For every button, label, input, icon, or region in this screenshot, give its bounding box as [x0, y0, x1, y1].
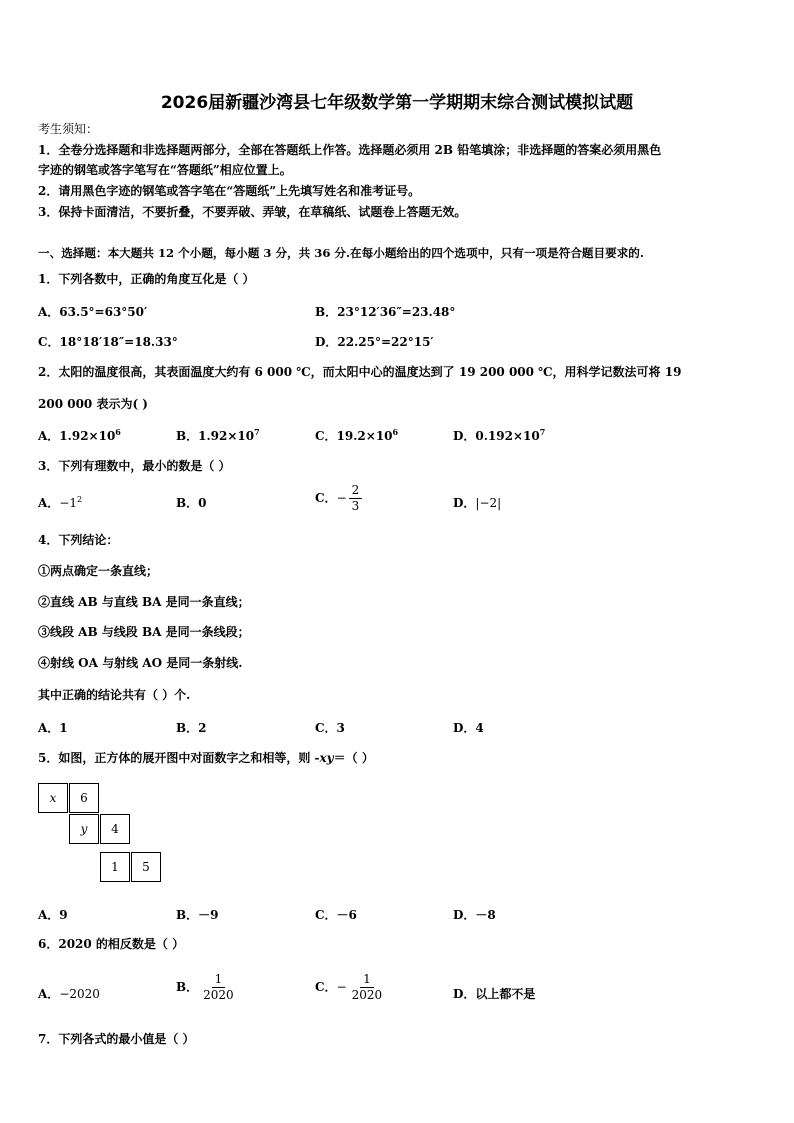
q2-option-b[interactable]	[176, 427, 260, 444]
q2-option-c-text: C．19.2×10	[315, 429, 393, 443]
q2-option-c[interactable]	[315, 427, 398, 444]
q3-stem: 3．下列有理数中，最小的数是（ ）	[38, 459, 231, 473]
net-cell-x: x	[38, 783, 68, 813]
q2-stem-cont: 200 000 表示为( )	[38, 397, 148, 411]
net-cell-5: 5	[131, 852, 161, 882]
q6-option-b-fraction	[200, 972, 237, 1003]
notice-item-3: 3．保持卡面清洁，不要折叠，不要弄破、弄皱，在草稿纸、试题卷上答题无效。	[38, 205, 467, 219]
net-cell-y: y	[69, 814, 99, 844]
q6-option-a[interactable]	[38, 985, 100, 1002]
q1-option-d[interactable]: D．22.25°=22°15′	[315, 335, 434, 349]
q6-option-a-value: −2020	[59, 987, 100, 1001]
q2-stem: 2．太阳的温度很高，其表面温度大约有 6 000 ℃，而太阳中心的温度达到了 19 200 000 ℃，用科学记数法可将 19	[38, 365, 682, 379]
q6-option-c-label: C．	[315, 980, 337, 994]
q2-option-d-text: D．0.192×10	[453, 429, 540, 443]
q7-stem: 7．下列各式的最小值是（ ）	[38, 1032, 195, 1046]
q3-option-a-value: −1	[59, 496, 78, 510]
q2-option-d-exp: 7	[539, 427, 546, 437]
q6-option-d[interactable]: D．以上都不是	[453, 987, 536, 1001]
q4-statement-1: ①两点确定一条直线；	[38, 564, 159, 578]
q3-option-c-label: C．	[315, 491, 337, 505]
q3-option-c-sign: −	[336, 491, 347, 505]
q4-conclusion: 其中正确的结论共有（ ）个.	[38, 688, 191, 702]
q2-option-c-exp: 6	[392, 427, 399, 437]
q5-stem-variable: xy	[319, 751, 334, 765]
q6-option-c-fraction	[349, 972, 386, 1003]
q3-option-a[interactable]	[38, 494, 82, 511]
q3-option-a-exp: 2	[77, 495, 83, 504]
fraction-denominator: 2020	[351, 988, 383, 1002]
q3-option-a-label: A．	[38, 496, 60, 510]
fraction-numerator: 1	[360, 972, 374, 988]
q4-option-a[interactable]: A．1	[38, 721, 68, 735]
q5-stem	[38, 750, 374, 766]
net-cell-4: 4	[100, 814, 130, 844]
q4-stem: 4．下列结论：	[38, 533, 119, 547]
q4-statement-2: ②直线 AB 与直线 BA 是同一条直线；	[38, 595, 250, 609]
q4-statement-3: ③线段 AB 与线段 BA 是同一条线段；	[38, 625, 250, 639]
q6-option-c-sign: −	[336, 980, 347, 994]
q3-option-b[interactable]: B．0	[176, 496, 207, 510]
q5-stem-text: 5．如图，正方体的展开图中对面数字之和相等，则 -	[38, 751, 320, 765]
q6-option-c[interactable]	[315, 972, 387, 1003]
notice-header: 考生须知：	[38, 122, 99, 136]
q3-option-d-value: |−2|	[475, 496, 502, 510]
fraction-numerator: 1	[212, 972, 226, 988]
q1-stem: 1．下列各数中，正确的角度互化是（ ）	[38, 272, 255, 286]
q4-statement-4: ④射线 OA 与射线 AO 是同一条射线.	[38, 656, 243, 670]
fraction-denominator: 2020	[203, 988, 234, 1002]
q5-option-d[interactable]: D．－8	[453, 908, 496, 922]
fraction-numerator: 2	[349, 483, 363, 499]
net-cell-1: 1	[100, 852, 130, 882]
q5-option-c[interactable]: C．－6	[315, 908, 357, 922]
q2-option-a-exp: 6	[115, 427, 121, 437]
q6-option-a-label: A．	[38, 987, 60, 1001]
notice-item-1: 1．全卷分选择题和非选择题两部分，全部在答题纸上作答。选择题必须用 2B 铅笔填涂；非选择题的答案必须用黑色	[38, 143, 662, 157]
q2-option-b-exp: 7	[254, 427, 260, 437]
q5-option-a[interactable]: A．9	[38, 908, 68, 922]
q3-option-d-label: D．	[453, 496, 476, 510]
q3-option-c-fraction	[349, 483, 363, 514]
q1-option-b[interactable]: B．23°12′36″=23.48°	[315, 305, 456, 319]
q6-stem: 6．2020 的相反数是（ ）	[38, 937, 185, 951]
q6-option-b-label: B．	[176, 980, 199, 994]
q2-option-d[interactable]	[453, 427, 545, 444]
notice-item-2: 2．请用黑色字迹的钢笔或答字笔在“答题纸”上先填写姓名和准考证号。	[38, 184, 421, 198]
q4-option-c[interactable]: C．3	[315, 721, 345, 735]
section-heading: 一、选择题：本大题共 12 个小题，每小题 3 分，共 36 分.在每小题给出的四个选项中，只有一项是符合题目要求的.	[38, 246, 644, 260]
q4-option-d[interactable]: D．4	[453, 721, 484, 735]
q4-option-b[interactable]: B．2	[176, 721, 207, 735]
q5-option-b[interactable]: B．－9	[176, 908, 219, 922]
q6-option-b[interactable]	[176, 972, 239, 1003]
q5-stem-end: ＝（ ）	[333, 751, 374, 765]
q2-option-a[interactable]	[38, 427, 121, 444]
q1-option-c[interactable]: C．18°18′18″=18.33°	[38, 335, 178, 349]
notice-item-1-cont: 字迹的钢笔或答字笔写在“答题纸”相应位置上。	[38, 163, 292, 177]
q3-option-d[interactable]	[453, 494, 501, 511]
page-title: 2026届新疆沙湾县七年级数学第一学期期末综合测试模拟试题	[160, 93, 634, 113]
fraction-denominator: 3	[351, 499, 360, 513]
q2-option-a-text: A．1.92×10	[38, 429, 116, 443]
q3-option-c[interactable]	[315, 483, 364, 514]
q2-option-b-text: B．1.92×10	[176, 429, 255, 443]
net-cell-6: 6	[69, 783, 99, 813]
q1-option-a[interactable]: A．63.5°=63°50′	[38, 305, 148, 319]
